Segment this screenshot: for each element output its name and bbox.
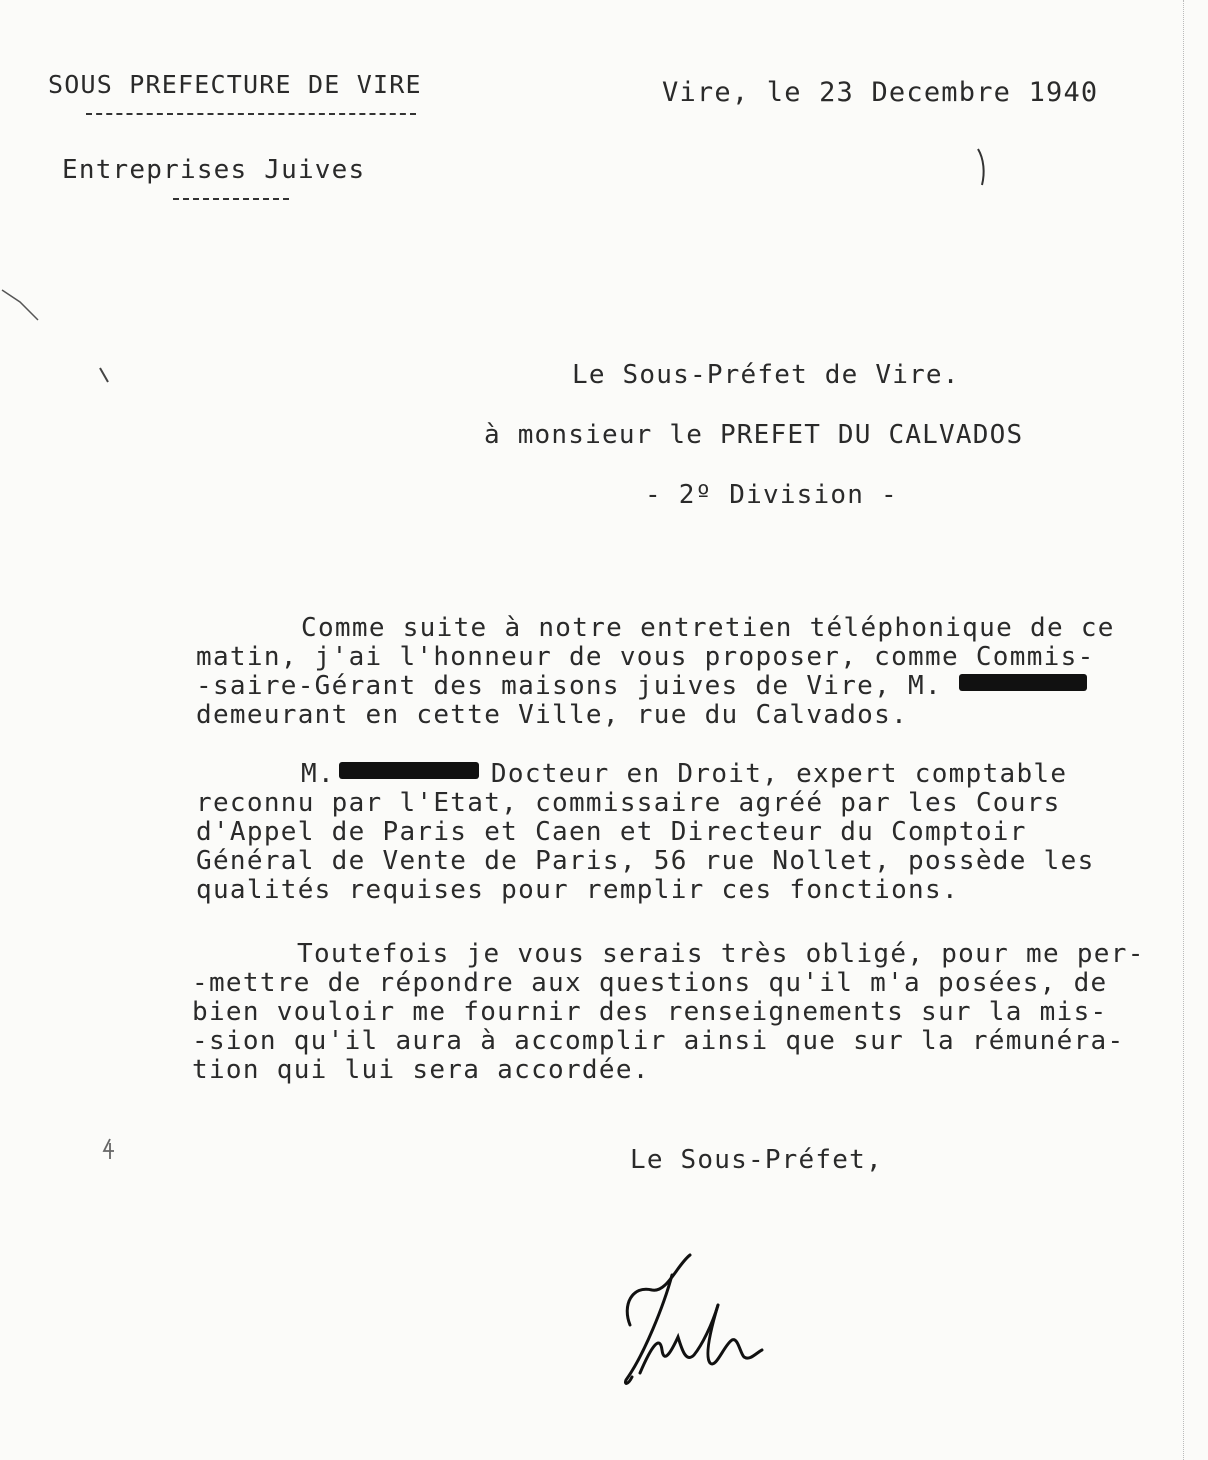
paragraph-line: Toutefois je vous serais très obligé, pour me per-: [297, 939, 1145, 969]
division-line: - 2º Division -: [645, 480, 898, 510]
paragraph-3: [192, 940, 1145, 1085]
paragraph-line: qualités requises pour remplir ces fonctions.: [196, 875, 959, 905]
paragraph-2: [196, 760, 1095, 905]
paragraph-line: d'Appel de Paris et Caen et Directeur du Comptoir: [196, 817, 1027, 847]
paragraph-line: Comme suite à notre entretien téléphonique de ce: [301, 613, 1115, 643]
paragraph-line: reconnu par l'Etat, commissaire agréé par les Cours: [196, 788, 1061, 818]
signoff-line: Le Sous-Préfet,: [630, 1145, 883, 1175]
sender-line: Le Sous-Préfet de Vire.: [572, 360, 960, 390]
paragraph-line: -sion qu'il aura à accomplir ainsi que sur la rémunéra-: [192, 1026, 1125, 1056]
paragraph-text: M.: [301, 759, 335, 789]
paragraph-line: matin, j'ai l'honneur de vous proposer, comme Commis-: [196, 642, 1095, 672]
handwritten-signature-icon: [612, 1245, 782, 1395]
subject-line: Entreprises Juives: [62, 155, 366, 185]
subject-underline: [173, 198, 289, 200]
office-underline: [86, 113, 416, 115]
scan-mark-icon: [0, 280, 50, 390]
scan-edge: [1183, 0, 1184, 1460]
scan-mark-icon: [98, 1135, 120, 1165]
paragraph-text: Docteur en Droit, expert comptable: [490, 759, 1068, 789]
paragraph-line: bien vouloir me fournir des renseignements sur la mis-: [192, 997, 1108, 1027]
paragraph-line: [196, 672, 1115, 701]
paragraph-line: tion qui lui sera accordée.: [192, 1055, 650, 1085]
redacted-name: [959, 674, 1087, 691]
scan-mark-icon: [972, 145, 992, 190]
paragraph-line: -mettre de répondre aux questions qu'il m'a posées, de: [192, 968, 1108, 998]
recipient-line: à monsieur le PREFET DU CALVADOS: [484, 420, 1024, 450]
letter-date: Vire, le 23 Decembre 1940: [662, 77, 1099, 108]
paragraph-line: [196, 760, 1095, 789]
paragraph-line: demeurant en cette Ville, rue du Calvados.: [196, 700, 909, 730]
paragraph-text: -saire-Gérant des maisons juives de Vire, M.: [196, 671, 942, 701]
office-heading: SOUS PREFECTURE DE VIRE: [48, 70, 422, 99]
redacted-name: [339, 762, 479, 779]
paragraph-1: [196, 614, 1115, 730]
scan-mark-icon: [96, 364, 116, 388]
paragraph-line: Général de Vente de Paris, 56 rue Nollet, possède les: [196, 846, 1095, 876]
